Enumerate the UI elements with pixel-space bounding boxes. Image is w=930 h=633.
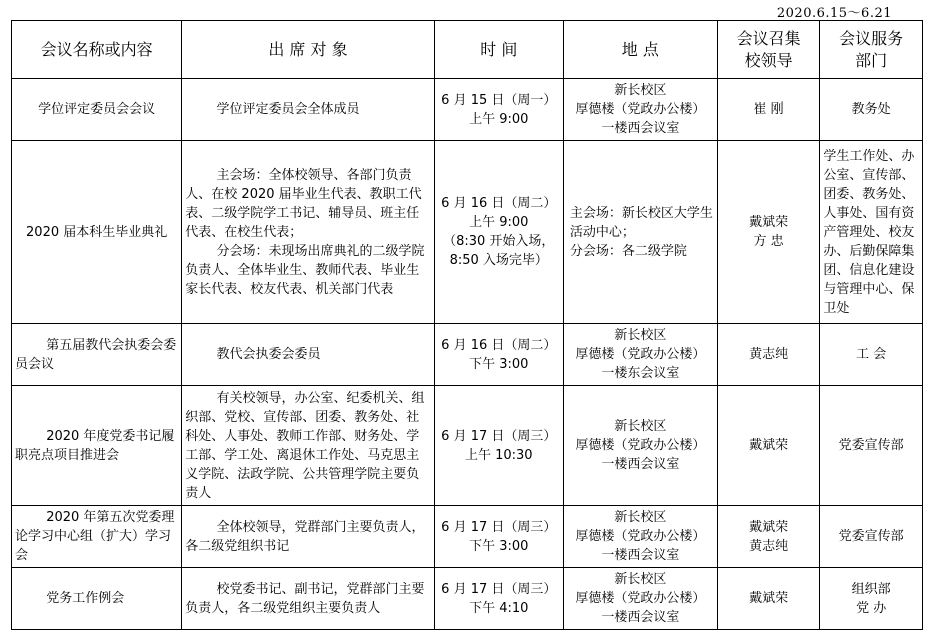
table-row xyxy=(12,506,923,568)
meeting-leader: 戴斌荣 黄志纯 xyxy=(717,506,820,568)
meeting-location: 新长校区 厚德楼（党政办公楼） 一楼西会议室 xyxy=(563,79,717,141)
service-dept: 党委宣传部 xyxy=(820,386,923,506)
header-name: 会议名称或内容 xyxy=(12,21,182,79)
table-row xyxy=(12,141,923,324)
meeting-time: 6 月 16 日（周二） 上午 9:00 （8:30 开始入场， 8:50 入场完毕） xyxy=(434,141,563,324)
meeting-location: 新长校区 厚德楼（党政办公楼） 一楼东会议室 xyxy=(563,324,717,386)
meeting-time: 6 月 15 日（周一） 上午 9:00 xyxy=(434,79,563,141)
meeting-location: 新长校区 厚德楼（党政办公楼） 一楼西会议室 xyxy=(563,568,717,630)
meeting-time: 6 月 16 日（周二） 下午 3:00 xyxy=(434,324,563,386)
header-leader-line2: 校领导 xyxy=(744,50,793,70)
meeting-name: 学位评定委员会会议 xyxy=(12,79,182,141)
table-row xyxy=(12,324,923,386)
header-location: 地 点 xyxy=(563,21,717,79)
meeting-name: 2020 年第五次党委理论学习中心组（扩大）学习会 xyxy=(12,506,182,568)
meeting-leader: 崔 刚 xyxy=(717,79,820,141)
table-row xyxy=(12,79,923,141)
meeting-leader: 戴斌荣 xyxy=(717,568,820,630)
service-dept: 教务处 xyxy=(820,79,923,141)
meeting-location: 新长校区 厚德楼（党政办公楼） 一楼西会议室 xyxy=(563,386,717,506)
header-dept-line1: 会议服务 xyxy=(839,28,904,48)
meeting-time: 6 月 17 日（周三） 下午 3:00 xyxy=(434,506,563,568)
service-dept: 党委宣传部 xyxy=(820,506,923,568)
meeting-name: 2020 年度党委书记履职亮点项目推进会 xyxy=(12,386,182,506)
header-leader-line1: 会议召集 xyxy=(736,28,801,48)
attendees: 主会场：全体校领导、各部门负责人、在校 2020 届毕业生代表、教职工代表、二级学院学工书记、辅导员、班主任代表、在校生代表； 分会场：未现场出席典礼的二级学院负责人、全体毕业生、教师代表、毕业生家长代表、校友代表、机关部门代表 xyxy=(182,141,434,324)
meeting-location: 主会场：新长校区大学生活动中心； 分会场：各二级学院 xyxy=(563,141,717,324)
meeting-time: 6 月 17 日（周三） 上午 10:30 xyxy=(434,386,563,506)
service-dept: 学生工作处、办公室、宣传部、团委、教务处、人事处、国有资产管理处、校友办、后勤保障集团、信息化建设与管理中心、保卫处 xyxy=(820,141,923,324)
meeting-name: 第五届教代会执委会委员会议 xyxy=(12,324,182,386)
header-dept-line2: 部门 xyxy=(855,50,888,70)
header-dept xyxy=(820,21,923,79)
meeting-schedule-table xyxy=(11,20,923,630)
meeting-leader: 戴斌荣 xyxy=(717,386,820,506)
attendees: 教代会执委会委员 xyxy=(182,324,434,386)
table-row xyxy=(12,568,923,630)
meeting-location: 新长校区 厚德楼（党政办公楼） 一楼西会议室 xyxy=(563,506,717,568)
attendees: 全体校领导，党群部门主要负责人，各二级党组织书记 xyxy=(182,506,434,568)
attendees: 校党委书记、副书记，党群部门主要负责人，各二级党组织主要负责人 xyxy=(182,568,434,630)
header-time: 时 间 xyxy=(434,21,563,79)
date-range: 2020.6.15～6.21 xyxy=(776,6,892,21)
meeting-time: 6 月 17 日（周三） 下午 4:10 xyxy=(434,568,563,630)
meeting-name: 党务工作例会 xyxy=(12,568,182,630)
attendees: 有关校领导，办公室、纪委机关、组织部、党校、宣传部、团委、教务处、社科处、人事处、教师工作部、财务处、学工部、学工处、离退休工作处、马克思主义学院、法政学院、公共管理学院主要负责人 xyxy=(182,386,434,506)
meeting-leader: 黄志纯 xyxy=(717,324,820,386)
header-row xyxy=(12,21,923,79)
meeting-name: 2020 届本科生毕业典礼 xyxy=(12,141,182,324)
header-attendees: 出 席 对 象 xyxy=(182,21,434,79)
header-leader xyxy=(717,21,820,79)
service-dept: 组织部 党 办 xyxy=(820,568,923,630)
attendees: 学位评定委员会全体成员 xyxy=(182,79,434,141)
service-dept: 工 会 xyxy=(820,324,923,386)
table-row xyxy=(12,386,923,506)
meeting-leader: 戴斌荣 方 忠 xyxy=(717,141,820,324)
